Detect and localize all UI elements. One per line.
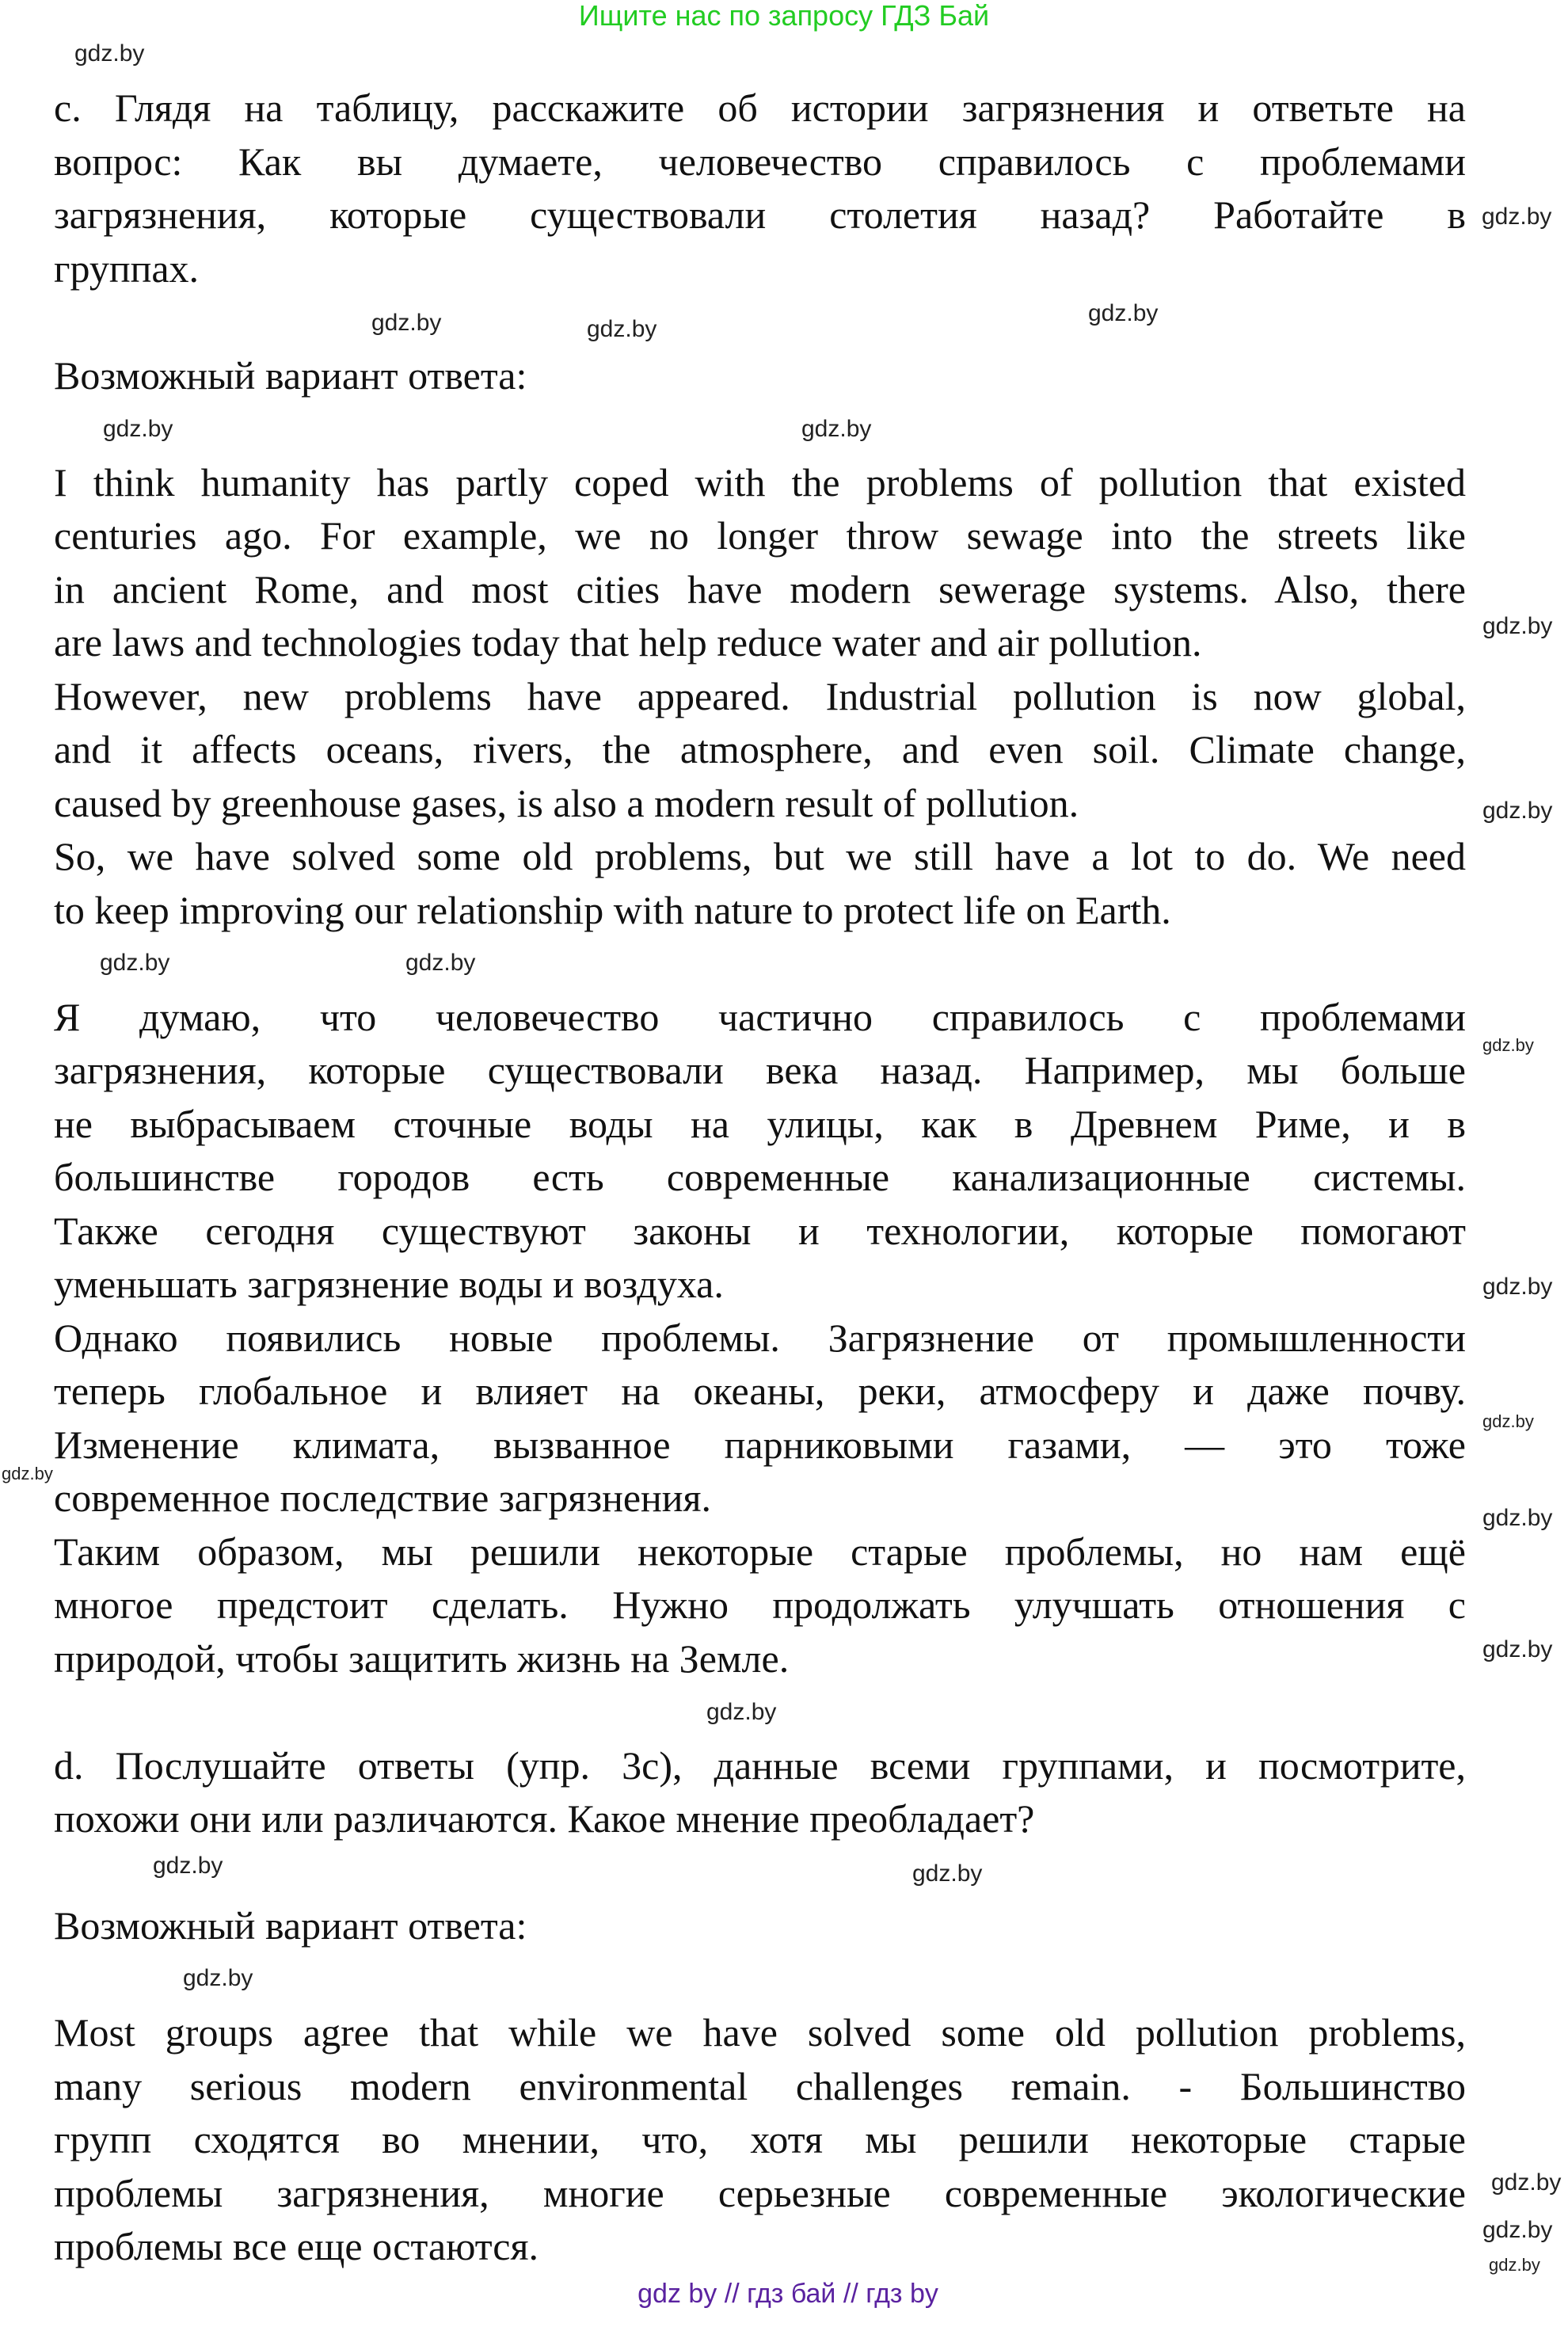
watermark: gdz.by bbox=[1489, 2255, 1540, 2275]
text-line: групп сходятся во мнении, что, хотя мы решили некоторые старые bbox=[54, 2117, 1466, 2161]
text-line: Возможный вариант ответа: bbox=[54, 1903, 527, 1948]
text-line: Однако появились новые проблемы. Загрязнение от промышленности bbox=[54, 1315, 1466, 1360]
text-line: to keep improving our relationship with nature to protect life on Earth. bbox=[54, 887, 1171, 932]
text-line: c. Глядя на таблицу, расскажите об истории загрязнения и ответьте на bbox=[54, 86, 1466, 130]
text-line: не выбрасываем сточные воды на улицы, как в Древнем Риме, и в bbox=[54, 1101, 1466, 1146]
text-block bbox=[54, 1899, 1466, 1953]
watermark: gdz.by bbox=[1482, 1411, 1534, 1431]
text-line: Я думаю, что человечество частично справилось с проблемами bbox=[54, 994, 1466, 1039]
text-line: уменьшать загрязнение воды и воздуха. bbox=[54, 1262, 724, 1306]
text-block bbox=[54, 349, 1466, 403]
text-line: Most groups agree that while we have solved some old pollution problems, bbox=[54, 2010, 1466, 2055]
text-line: are laws and technologies today that help reduce water and air pollution. bbox=[54, 620, 1202, 665]
watermark: gdz.by bbox=[100, 950, 170, 976]
text-line: Таким образом, мы решили некоторые старые проблемы, но нам ещё bbox=[54, 1529, 1466, 1574]
text-line: похожи они или различаются. Какое мнение преобладает? bbox=[54, 1796, 1035, 1841]
watermark: gdz.by bbox=[183, 1965, 253, 1991]
watermark: gdz.by bbox=[1482, 1035, 1534, 1055]
watermark: gdz.by bbox=[153, 1853, 223, 1879]
text-line: группах. bbox=[54, 246, 200, 291]
text-line: большинстве городов есть современные канализационные системы. bbox=[54, 1155, 1466, 1199]
text-line: загрязнения, которые существовали столетия назад? Работайте в bbox=[54, 192, 1466, 237]
text-line: современное последствие загрязнения. bbox=[54, 1476, 712, 1520]
text-block bbox=[54, 82, 1466, 295]
text-block bbox=[54, 456, 1466, 938]
watermark: gdz.by bbox=[103, 416, 173, 442]
watermark: gdz.by bbox=[1482, 1636, 1553, 1662]
watermark: gdz.by bbox=[1491, 2169, 1562, 2196]
document-body bbox=[54, 82, 1466, 2327]
text-line: I think humanity has partly coped with the problems of pollution that existed bbox=[54, 459, 1466, 505]
watermark: gdz.by bbox=[1482, 2217, 1553, 2243]
text-block bbox=[54, 991, 1466, 1686]
watermark: gdz.by bbox=[1088, 300, 1159, 326]
watermark: gdz.by bbox=[1482, 613, 1553, 639]
watermark: gdz.by bbox=[801, 416, 872, 442]
text-line: So, we have solved some old problems, but we still have a lot to do. We need bbox=[54, 834, 1466, 878]
watermark: gdz.by bbox=[1482, 1274, 1553, 1300]
text-line: природой, чтобы защитить жизнь на Земле. bbox=[54, 1636, 790, 1681]
text-line: centuries ago. For example, we no longer throw sewage into the streets like bbox=[54, 513, 1466, 558]
text-block bbox=[54, 2006, 1466, 2274]
text-line: caused by greenhouse gases, is also a modern result of pollution. bbox=[54, 780, 1079, 825]
text-line: проблемы все еще остаются. bbox=[54, 2224, 539, 2268]
text-line: многое предстоит сделать. Нужно продолжать улучшать отношения с bbox=[54, 1582, 1466, 1627]
text-line: проблемы загрязнения, многие серьезные современные экологические bbox=[54, 2170, 1466, 2215]
text-line: However, new problems have appeared. Industrial pollution is now global, bbox=[54, 673, 1466, 718]
text-line: and it affects oceans, rivers, the atmosphere, and even soil. Climate change, bbox=[54, 727, 1466, 771]
text-line: теперь глобальное и влияет на океаны, реки, атмосферу и даже почву. bbox=[54, 1369, 1466, 1413]
text-block bbox=[54, 1739, 1466, 1846]
text-line: вопрос: Как вы думаете, человечество справилось с проблемами bbox=[54, 139, 1466, 184]
watermark: gdz.by bbox=[371, 310, 442, 336]
watermark: gdz.by bbox=[1482, 798, 1553, 824]
footer-links[interactable]: gdz by // гдз бай // гдз by bbox=[637, 2279, 938, 2309]
watermark: gdz.by bbox=[74, 40, 145, 67]
text-line: many serious modern environmental challenges remain. - Большинство bbox=[54, 2063, 1466, 2108]
text-line: in ancient Rome, and most cities have modern sewerage systems. Also, there bbox=[54, 566, 1466, 611]
watermark: gdz.by bbox=[587, 316, 657, 342]
watermark: gdz.by bbox=[1482, 204, 1552, 230]
text-line: Изменение климата, вызванное парниковыми газами, — это тоже bbox=[54, 1422, 1466, 1467]
watermark: gdz.by bbox=[2, 1464, 53, 1483]
watermark: gdz.by bbox=[405, 950, 476, 976]
text-line: загрязнения, которые существовали века назад. Например, мы больше bbox=[54, 1048, 1466, 1092]
watermark: gdz.by bbox=[706, 1699, 777, 1725]
search-banner: Ищите нас по запросу ГДЗ Бай bbox=[578, 0, 990, 32]
text-line: Возможный вариант ответа: bbox=[54, 352, 527, 398]
text-line: d. Послушайте ответы (упр. 3c), данные всеми группами, и посмотрите, bbox=[54, 1742, 1466, 1788]
watermark: gdz.by bbox=[1482, 1505, 1553, 1531]
watermark: gdz.by bbox=[912, 1860, 983, 1887]
text-line: Также сегодня существуют законы и технологии, которые помогают bbox=[54, 1208, 1466, 1253]
